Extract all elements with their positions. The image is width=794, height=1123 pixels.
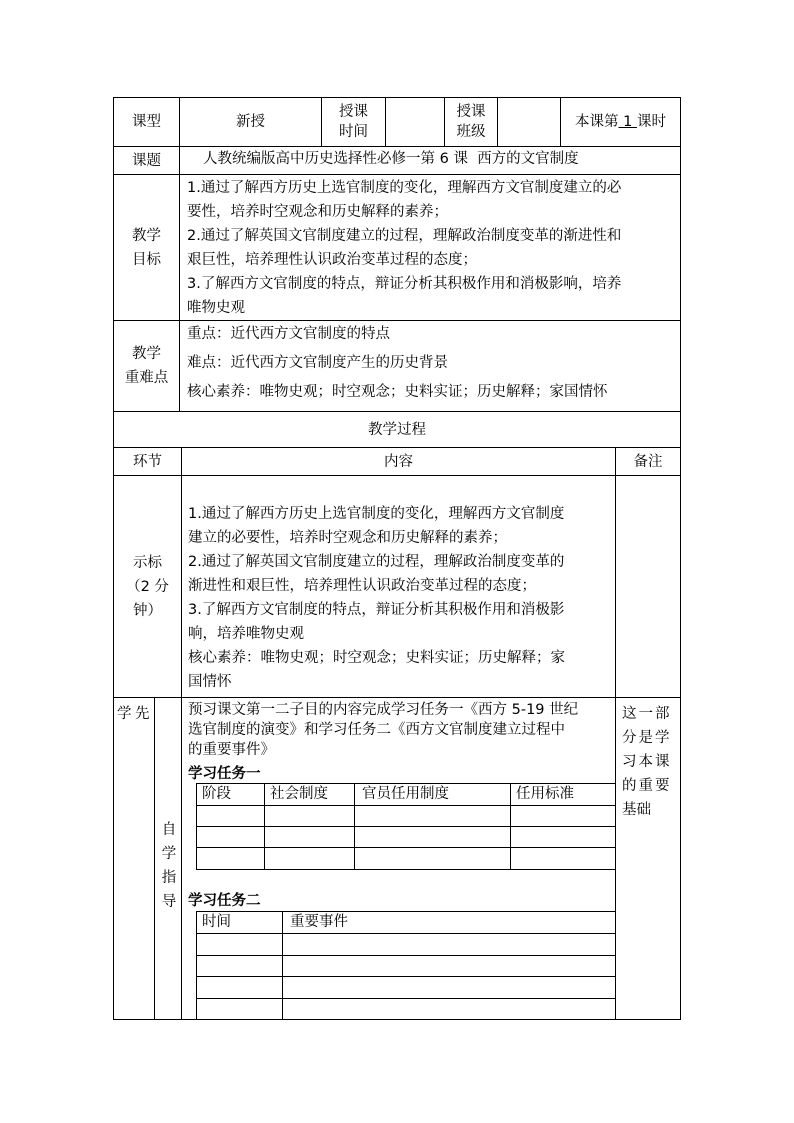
goal-line: 2.通过了解英国文官制度建立的过程，理解政治制度变革的 <box>188 554 565 570</box>
subtitle-char: 自 <box>161 822 177 838</box>
objective-line: 唯物史观 <box>187 300 245 316</box>
task2-title: 学习任务二 <box>188 893 261 909</box>
task2-header-cell: 重要事件 <box>290 914 348 930</box>
note-line: 基础 <box>622 802 651 818</box>
teach-class-value[interactable] <box>498 98 560 146</box>
goals-stage-line: 示标 <box>133 554 162 571</box>
task1-header-cell: 官员任用制度 <box>362 786 449 802</box>
col-note-header: 备注 <box>633 453 663 470</box>
teach-class-label-line: 班级 <box>456 124 486 140</box>
task1-header-cell: 任用标准 <box>516 786 574 802</box>
goal-line: 国情怀 <box>188 674 232 690</box>
table-rule <box>615 447 616 1020</box>
goals-stage <box>114 476 181 697</box>
keypoint-line: 难点：近代西方文官制度产生的历史背景 <box>187 355 448 371</box>
goals-content <box>188 502 614 694</box>
table-rule <box>181 447 182 1020</box>
task1-rule <box>354 783 355 870</box>
task1-rule <box>264 783 265 870</box>
keypoints-label-line: 重难点 <box>124 370 169 386</box>
task2-rule <box>196 955 615 956</box>
task1-header-cell: 阶段 <box>202 786 231 802</box>
table-rule <box>113 475 681 476</box>
note-line: 的重要 <box>622 778 672 794</box>
table-rule <box>154 697 155 1020</box>
objectives-label-line: 目标 <box>132 251 161 268</box>
goal-line: 响，培养唯物史观 <box>188 626 304 642</box>
keypoint-line: 核心素养：唯物史观；时空观念；史料实证；历史解释；家国情怀 <box>187 384 608 400</box>
intro-line: 预习课文第一二子目的内容完成学习任务一《西方 5-19 世纪 <box>188 702 579 718</box>
self-study-stage-a: 学 <box>117 706 132 722</box>
teach-time-label <box>322 98 385 146</box>
teach-class-label-line: 授课 <box>456 104 486 120</box>
period-prefix: 本课第 <box>575 114 619 130</box>
task1-title: 学习任务一 <box>188 766 261 782</box>
period-number: 1 <box>618 114 637 130</box>
objectives-label-line: 教学 <box>132 227 161 244</box>
subtitle-char: 指 <box>161 870 177 886</box>
teach-time-label-line: 授课 <box>339 104 368 120</box>
task2-rule <box>196 998 615 999</box>
teach-time-label-line: 时间 <box>339 124 368 140</box>
task1-rule <box>510 783 511 870</box>
objective-line: 2.通过了解英国文官制度建立的过程，理解政治制度变革的渐进性和 <box>187 228 622 244</box>
goals-stage-line: （2 分 <box>126 578 169 595</box>
table-rule <box>113 174 681 175</box>
note-line: 这一部 <box>622 706 672 722</box>
self-study-stage-b: 先 <box>135 706 150 722</box>
course-type-label: 课型 <box>132 114 161 130</box>
task2-rule <box>282 911 283 1020</box>
goal-line: 建立的必要性，培养时空观念和历史解释的素养； <box>188 530 507 546</box>
task2-rule <box>196 911 197 1020</box>
self-study-subtitle <box>160 818 178 914</box>
table-border-right <box>680 97 681 1020</box>
goals-stage-line: 钟） <box>133 602 162 619</box>
task2-rule <box>196 911 615 912</box>
task1-rule <box>196 783 197 870</box>
period-suffix: 课时 <box>636 114 666 130</box>
subtitle-char: 学 <box>161 846 177 862</box>
note-line: 分是学 <box>622 730 672 746</box>
col-stage-header: 环节 <box>133 453 162 470</box>
intro-line: 选官制度的演变》和学习任务二《西方文官制度建立过程中 <box>188 722 565 738</box>
task2-rule <box>196 933 615 934</box>
teach-class-label <box>445 98 497 146</box>
col-content-header: 内容 <box>384 453 413 470</box>
task1-rule <box>196 826 615 827</box>
intro-line: 的重要事件》 <box>188 742 275 758</box>
task2-rule <box>196 976 615 977</box>
course-type-value: 新授 <box>236 114 265 130</box>
self-study-intro <box>188 700 614 760</box>
table-rule <box>113 697 681 698</box>
task2-header-cell: 时间 <box>202 914 231 930</box>
objective-line: 要性，培养时空观念和历史解释的素养； <box>187 204 448 220</box>
task1-header-cell: 社会制度 <box>270 786 328 802</box>
keypoint-line: 重点：近代西方文官制度的特点 <box>187 326 390 342</box>
goal-line: 渐进性和艰巨性，培养理性认识政治变革过程的态度； <box>188 578 536 594</box>
task1-rule <box>196 869 615 870</box>
table-border-bottom <box>113 1019 681 1020</box>
objective-line: 艰巨性，培养理性认识政治变革过程的态度； <box>187 252 477 268</box>
note-line: 习本课 <box>622 754 672 770</box>
keypoints-label-line: 教学 <box>132 346 161 362</box>
objective-line: 3.了解西方文官制度的特点，辩证分析其积极作用和消极影响，培养 <box>187 276 622 292</box>
task1-rule <box>196 847 615 848</box>
process-title: 教学过程 <box>368 421 426 438</box>
topic-value: 人教统编版高中历史选择性必修一第 6 课 西方的文官制度 <box>203 151 579 167</box>
teach-time-value[interactable] <box>386 98 444 146</box>
period-count <box>561 98 680 146</box>
keypoints-label <box>114 321 179 411</box>
objectives-content <box>187 176 677 320</box>
goal-line: 核心素养：唯物史观；时空观念；史料实证；历史解释；家 <box>188 650 565 666</box>
table-rule <box>179 146 180 412</box>
objectives-label <box>114 175 179 320</box>
subtitle-char: 导 <box>161 894 177 910</box>
goal-line: 1.通过了解西方历史上选官制度的变化，理解西方文官制度 <box>188 506 565 522</box>
self-study-note <box>622 702 678 822</box>
goal-line: 3.了解西方文官制度的特点，辩证分析其积极作用和消极影 <box>188 602 565 618</box>
keypoints-content <box>187 320 677 407</box>
objective-line: 1.通过了解西方历史上选官制度的变化，理解西方文官制度建立的必 <box>187 180 622 196</box>
topic-label: 课题 <box>132 152 161 169</box>
